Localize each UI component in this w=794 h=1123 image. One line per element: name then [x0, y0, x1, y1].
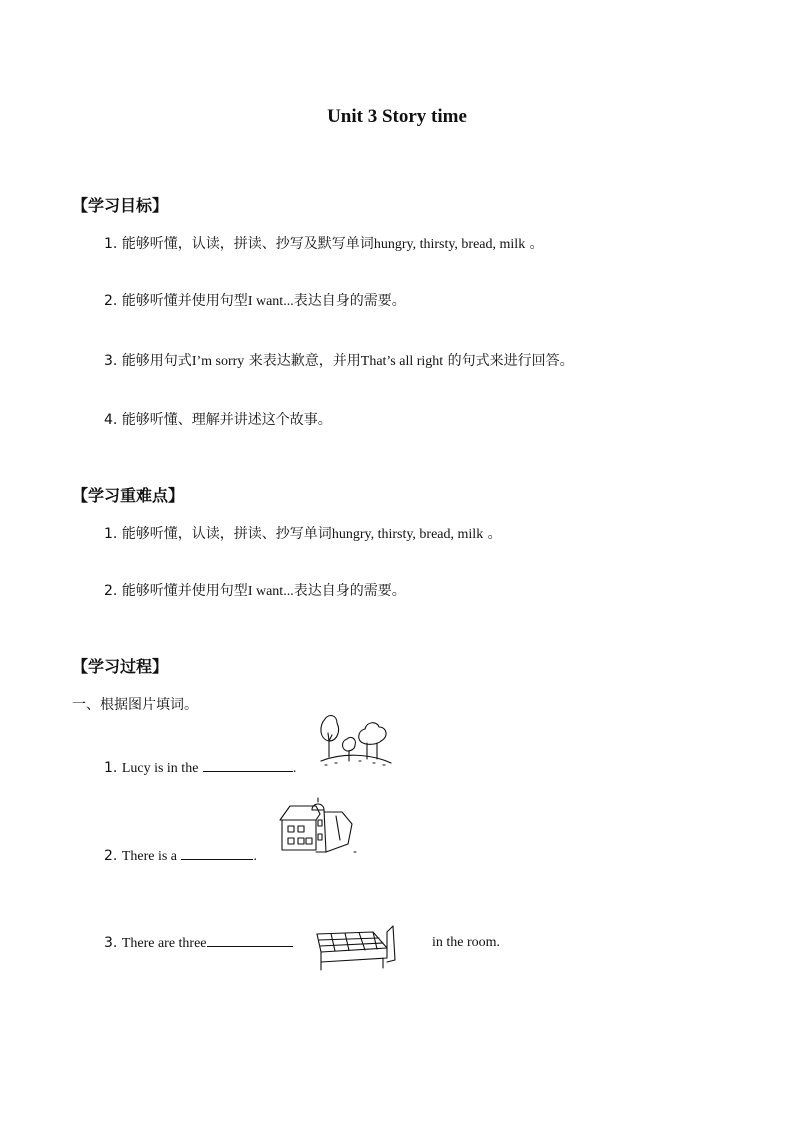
- objective-item-3: 3. 能够用句式I’m sorry 来表达歉意，并用That’s all right 的句式来进行回答。: [104, 353, 574, 369]
- exercise-item-3: 3. There are three: [104, 934, 293, 952]
- bed-icon: [313, 922, 401, 974]
- page-title: Unit 3 Story time: [327, 106, 467, 127]
- objective-item-2: 2. 能够听懂并使用句型I want...表达自身的需要。: [104, 293, 406, 309]
- answer-blank-1[interactable]: [203, 759, 293, 772]
- keypoint-item-1: 1. 能够听懂，认读，拼读、抄写单词hungry, thirsty, bread, milk 。: [104, 526, 502, 542]
- park-trees-icon: [315, 713, 395, 773]
- keypoint-item-2: 2. 能够听懂并使用句型I want...表达自身的需要。: [104, 583, 406, 599]
- process-subheading: 一、根据图片填词。: [72, 697, 198, 713]
- objectives-heading: 【学习目标】: [72, 196, 169, 215]
- objective-item-1: 1. 能够听懂，认读，拼读、抄写及默写单词hungry, thirsty, bread, milk 。: [104, 236, 544, 252]
- answer-blank-2[interactable]: [181, 847, 253, 860]
- keypoints-heading: 【学习重难点】: [72, 486, 185, 505]
- exercise-item-1: 1. Lucy is in the .: [104, 760, 297, 776]
- objective-item-4: 4. 能够听懂、理解并讲述这个故事。: [104, 412, 332, 428]
- answer-blank-3[interactable]: [207, 934, 293, 947]
- exercise-item-3-ending: in the room.: [432, 935, 501, 950]
- process-heading: 【学习过程】: [72, 657, 169, 676]
- house-icon: [276, 794, 360, 858]
- exercise-item-2: 2. There is a .: [104, 848, 257, 864]
